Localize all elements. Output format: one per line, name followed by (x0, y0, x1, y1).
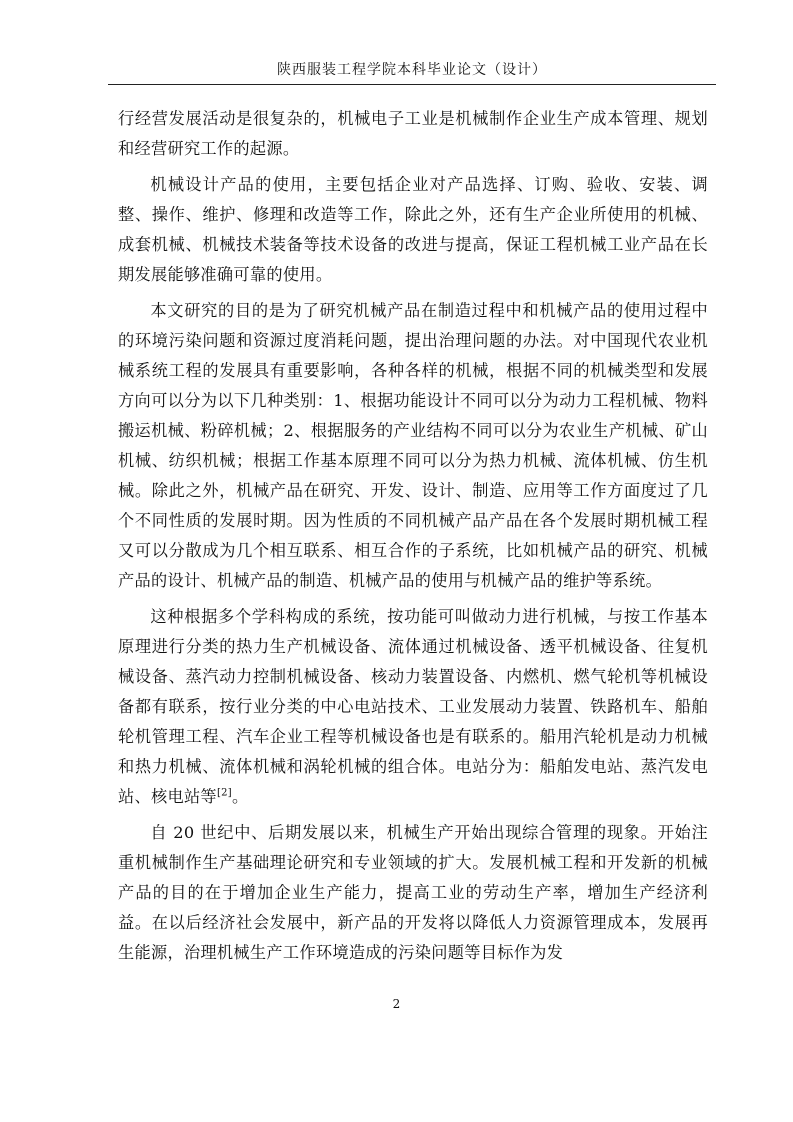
paragraph-development: 自 20 世纪中、后期发展以来，机械生产开始出现综合管理的现象。开始注重机械制作生产基础理论研究和专业领域的扩大。发展机械工程和开发新的机械产品的目的在于增加企业生产能力，提高工业的劳动生产率，增加生产经济利益。在以后经济社会发展中，新产品的开发将以降低人力资源管理成本，发展再生能源，治理机械生产工作环境造成的污染问题等目标作为发 (118, 823, 708, 962)
body-text (118, 104, 708, 974)
paragraph-continuation: 行经营发展活动是很复杂的，机械电子工业是机械制作企业生产成本管理、规划和经营研究工作的起源。 (118, 109, 708, 158)
paragraph-systems-suffix: 。 (232, 787, 249, 806)
page-header: 陕西服装工程学院本科毕业论文（设计） (277, 62, 547, 78)
paragraph-systems-text: 这种根据多个学科构成的系统，按功能可叫做动力进行机械，与按工作基本原理进行分类的热力生产机械设备、流体通过机械设备、透平机械设备、往复机械设备、蒸汽动力控制机械设备、核动力装置设备、内燃机、燃气轮机等机械设备都有联系，按行业分类的中心电站技术、工业发展动力装置、铁路机车、船舶轮机管理工程、汽车企业工程等机械设备也是有联系的。船用汽轮机是动力机械和热力机械、流体机械和涡轮机械的组合体。电站分为：船舶发电站、蒸汽发电站、核电站等 (118, 607, 708, 806)
header-divider (108, 84, 716, 85)
citation-marker[interactable]: [2] (216, 787, 233, 799)
paragraph-usage: 机械设计产品的使用，主要包括企业对产品选择、订购、验收、安装、调整、操作、维护、修理和改造等工作，除此之外，还有生产企业所使用的机械、成套机械、机械技术装备等技术设备的改进与提高，保证工程机械工业产品在长期发展能够准确可靠的使用。 (118, 175, 708, 284)
paragraph-systems (118, 602, 708, 812)
paragraph-purpose: 本文研究的目的是为了研究机械产品在制造过程中和机械产品的使用过程中的环境污染问题和资源过度消耗问题，提出治理问题的办法。对中国现代农业机械系统工程的发展具有重要影响，各种各样的机械，根据不同的机械类型和发展方向可以分为以下几种类别：1、根据功能设计不同可以分为动力工程机械、物料搬运机械、粉碎机械；2、根据服务的产业结构不同可以分为农业生产机械、矿山机械、纺织机械；根据工作基本原理不同可以分为热力机械、流体机械、仿生机械。除此之外，机械产品在研究、开发、设计、制造、应用等工作方面度过了几个不同性质的发展时期。因为性质的不同机械产品产品在各个发展时期机械工程又可以分散成为几个相互联系、相互合作的子系统，比如机械产品的研究、机械产品的设计、机械产品的制造、机械产品的使用与机械产品的维护等系统。 (118, 301, 708, 590)
page-number: 2 (392, 997, 401, 1011)
